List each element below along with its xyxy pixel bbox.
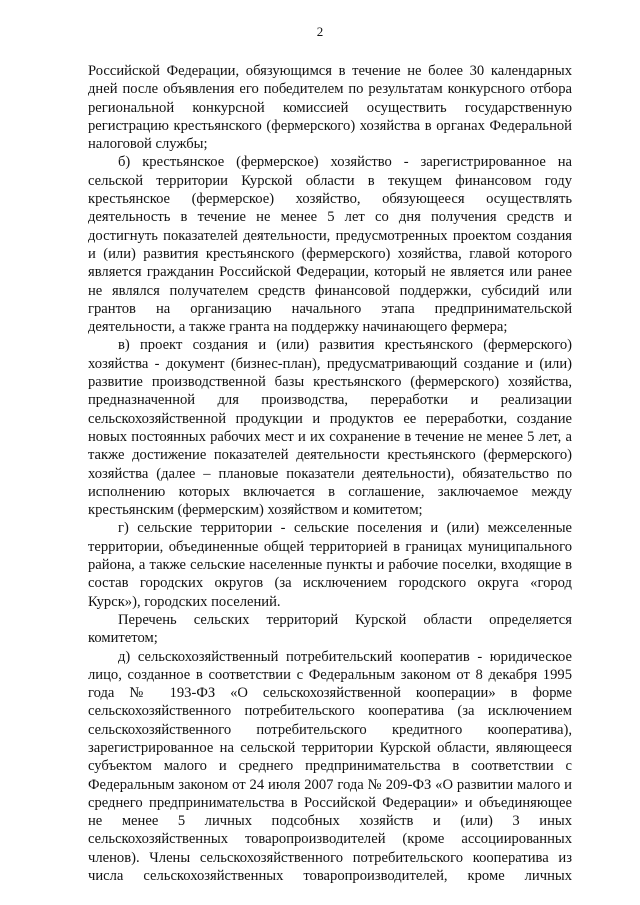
paragraph-b-farm-definition: б) крестьянское (фермерское) хозяйство - зарегистрированное на сельской территории Курской области в текущем финансовом году крестьянское (фермерское) хозяйство, обязующееся осуществлять деятельность в течение не менее 5 лет со дня получения средств и достигнуть показателей деятельности, предусмотренных проектом создания и (или) развития крестьянского (фермерского) хозяйства, главой которого является гражданин Российской Федерации, который не является или ранее не являлся получателем средств финансовой поддержки, субсидий или грантов на организацию начального этапа предпринимательской деятельности, а также гранта на поддержку начинающего фермера; (88, 154, 572, 336)
paragraph-continuation: Российской Федерации, обязующимся в течение не более 30 календарных дней после объявления его победителем по результатам конкурсного отбора региональной конкурсной комиссией осуществить государственную регистрацию крестьянского (фермерского) хозяйства в органах Федеральной налоговой службы; (88, 63, 572, 153)
page-number: 2 (316, 24, 324, 39)
document-body (88, 62, 572, 885)
paragraph-d-cooperative-definition: д) сельскохозяйственный потребительский кооператив - юридическое лицо, созданное в соответствии с Федеральным законом от 8 декабря 1995 года № 193-ФЗ «О сельскохозяйственной кооперации» в форме сельскохозяйственного потребительского кооператива (за исключением сельскохозяйственного потребительского кредитного кооператива), зарегистрированное на сельской территории Курской области, являющееся субъектом малого и среднего предпринимательства в соответствии с Федеральным законом от 24 июля 2007 года № 209-ФЗ «О развитии малого и среднего предпринимательства в Российской Федерации» и объединяющее не менее 5 личных подсобных хозяйств и (или) 3 иных сельскохозяйственных товаропроизводителей (кроме ассоциированных членов). Члены сельскохозяйственного потребительского кооператива из числа сельскохозяйственных товаропроизводителей, кроме личных (88, 648, 572, 885)
paragraph-v-project-definition: в) проект создания и (или) развития крестьянского (фермерского) хозяйства - документ (бизнес-план), предусматривающий создание и (или) развитие производственной базы крестьянского (фермерского) хозяйства, предназначенной для производства, переработки и реализации сельскохозяйственной продукции и продуктов ее переработки, создание новых постоянных рабочих мест и их сохранение в течение не менее 5 лет, а также достижение показателей деятельности крестьянского (фермерского) хозяйства (далее – плановые показатели деятельности), обязательство по исполнению которых включается в соглашение, заключаемое между крестьянским (фермерским) хозяйством и комитетом; (88, 337, 572, 519)
paragraph-g-rural-territories: г) сельские территории - сельские поселения и (или) межселенные территории, объединенные общей территорией в границах муниципального района, а также сельские населенные пункты и рабочие поселки, входящие в состав городских округов (за исключением городского округа «город Курск»), городских поселений. (88, 520, 572, 610)
paragraph-territory-list: Перечень сельских территорий Курской области определяется комитетом; (88, 611, 572, 647)
